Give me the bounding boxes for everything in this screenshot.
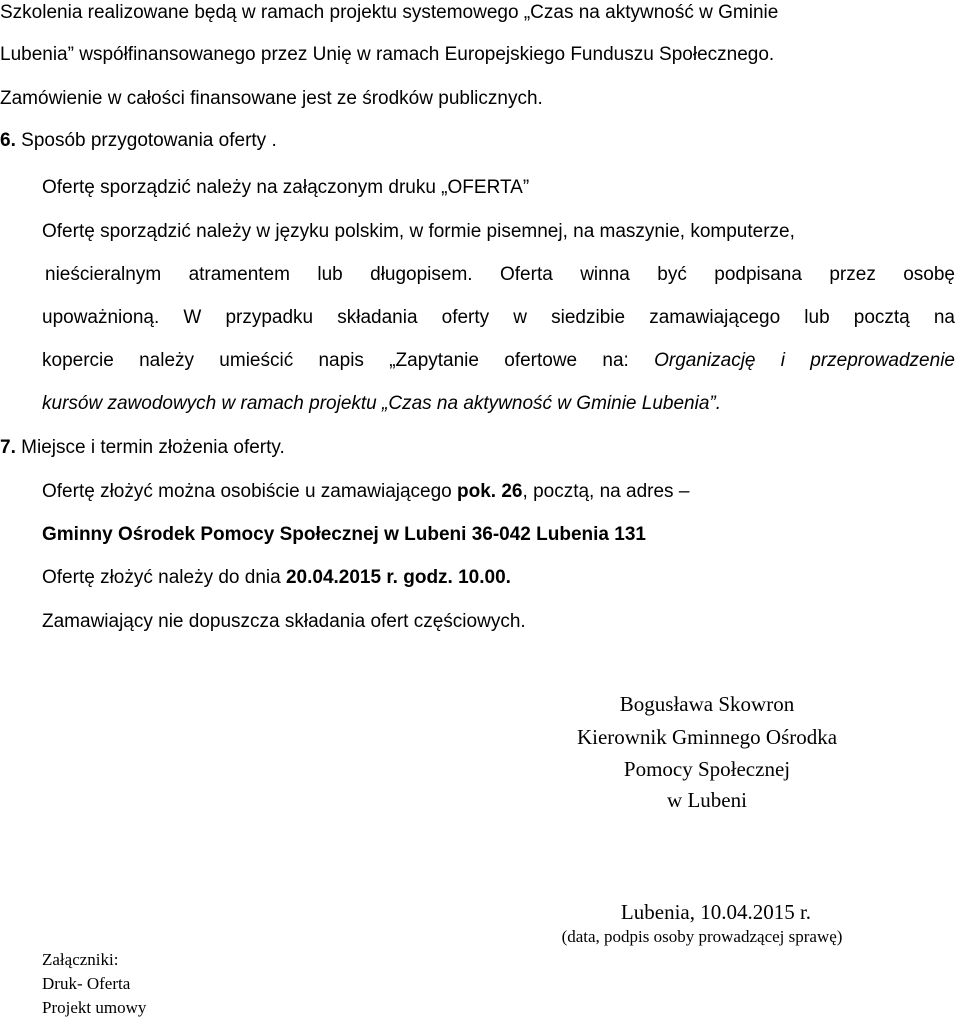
attachments-header: Załączniki: — [42, 950, 119, 969]
section-6-number: 6. — [0, 130, 16, 151]
section-6-title: Sposób przygotowania oferty . — [21, 130, 277, 151]
signatory-name: Bogusława Skowron — [619, 692, 795, 716]
attachment-item: Projekt umowy — [42, 998, 147, 1017]
section-6-p2-line-3: upoważnioną. W przypadku składania oferty w siedzibie zamawiającego lub pocztą na — [42, 307, 955, 328]
deadline-date: 20.04.2015 r. godz. 10.00. — [285, 567, 511, 588]
deadline — [42, 565, 511, 591]
intro-line-1: Szkolenia realizowane będą w ramach projektu systemowego „Czas na aktywność w Gminie — [0, 2, 779, 23]
section-6-p2-line-1: Ofertę sporządzić należy w języku polskim, w formie pisemnej, na maszynie, komputerze, — [42, 221, 795, 242]
address — [42, 522, 646, 548]
section-7-heading — [0, 435, 285, 461]
section-6-p2-line-2: nieścieralnym atramentem lub długopisem. Oferta winna być podpisana przez osobę — [45, 264, 955, 285]
envelope-subject-start: Organizację i przeprowadzenie — [654, 350, 955, 371]
intro-line-3: Zamówienie w całości finansowane jest ze środków publicznych. — [0, 88, 543, 109]
room-number: pok. 26 — [457, 481, 523, 502]
address-text: Gminny Ośrodek Pomocy Społecznej w Lubeni 36-042 Lubenia 131 — [42, 524, 646, 545]
section-6-p2-line-5 — [42, 391, 721, 417]
place-date-caption: (data, podpis osoby prowadzącej sprawę) — [561, 927, 843, 946]
section-6-heading — [0, 128, 277, 154]
submission-text-end: , pocztą, na adres – — [522, 481, 690, 502]
section-7-p1 — [42, 479, 689, 505]
section-6-p2-line-4 — [42, 348, 955, 374]
deadline-label: Ofertę złożyć należy do dnia — [42, 567, 286, 588]
envelope-subject-end: kursów zawodowych w ramach projektu „Czas na aktywność w Gminie Lubenia”. — [42, 393, 721, 414]
section-6-p1: Ofertę sporządzić należy na załączonym druku „OFERTA” — [42, 177, 530, 198]
place-date: Lubenia, 10.04.2015 r. — [620, 900, 812, 924]
attachment-item: Druk- Oferta — [42, 974, 131, 993]
section-7-number: 7. — [0, 437, 16, 458]
signatory-role-1: Kierownik Gminnego Ośrodka — [576, 725, 838, 749]
intro-line-2: Lubenia” współfinansowanego przez Unię w ramach Europejskiego Funduszu Społecznego. — [0, 44, 775, 65]
signatory-role-2: Pomocy Społecznej — [623, 757, 791, 781]
submission-text: Ofertę złożyć można osobiście u zamawiającego — [42, 481, 458, 502]
signatory-role-3: w Lubeni — [667, 788, 747, 812]
partial-offers-note: Zamawiający nie dopuszcza składania ofert częściowych. — [42, 611, 526, 632]
envelope-label: kopercie należy umieścić napis „Zapytanie ofertowe na: — [42, 350, 655, 371]
section-7-title: Miejsce i termin złożenia oferty. — [21, 437, 285, 458]
